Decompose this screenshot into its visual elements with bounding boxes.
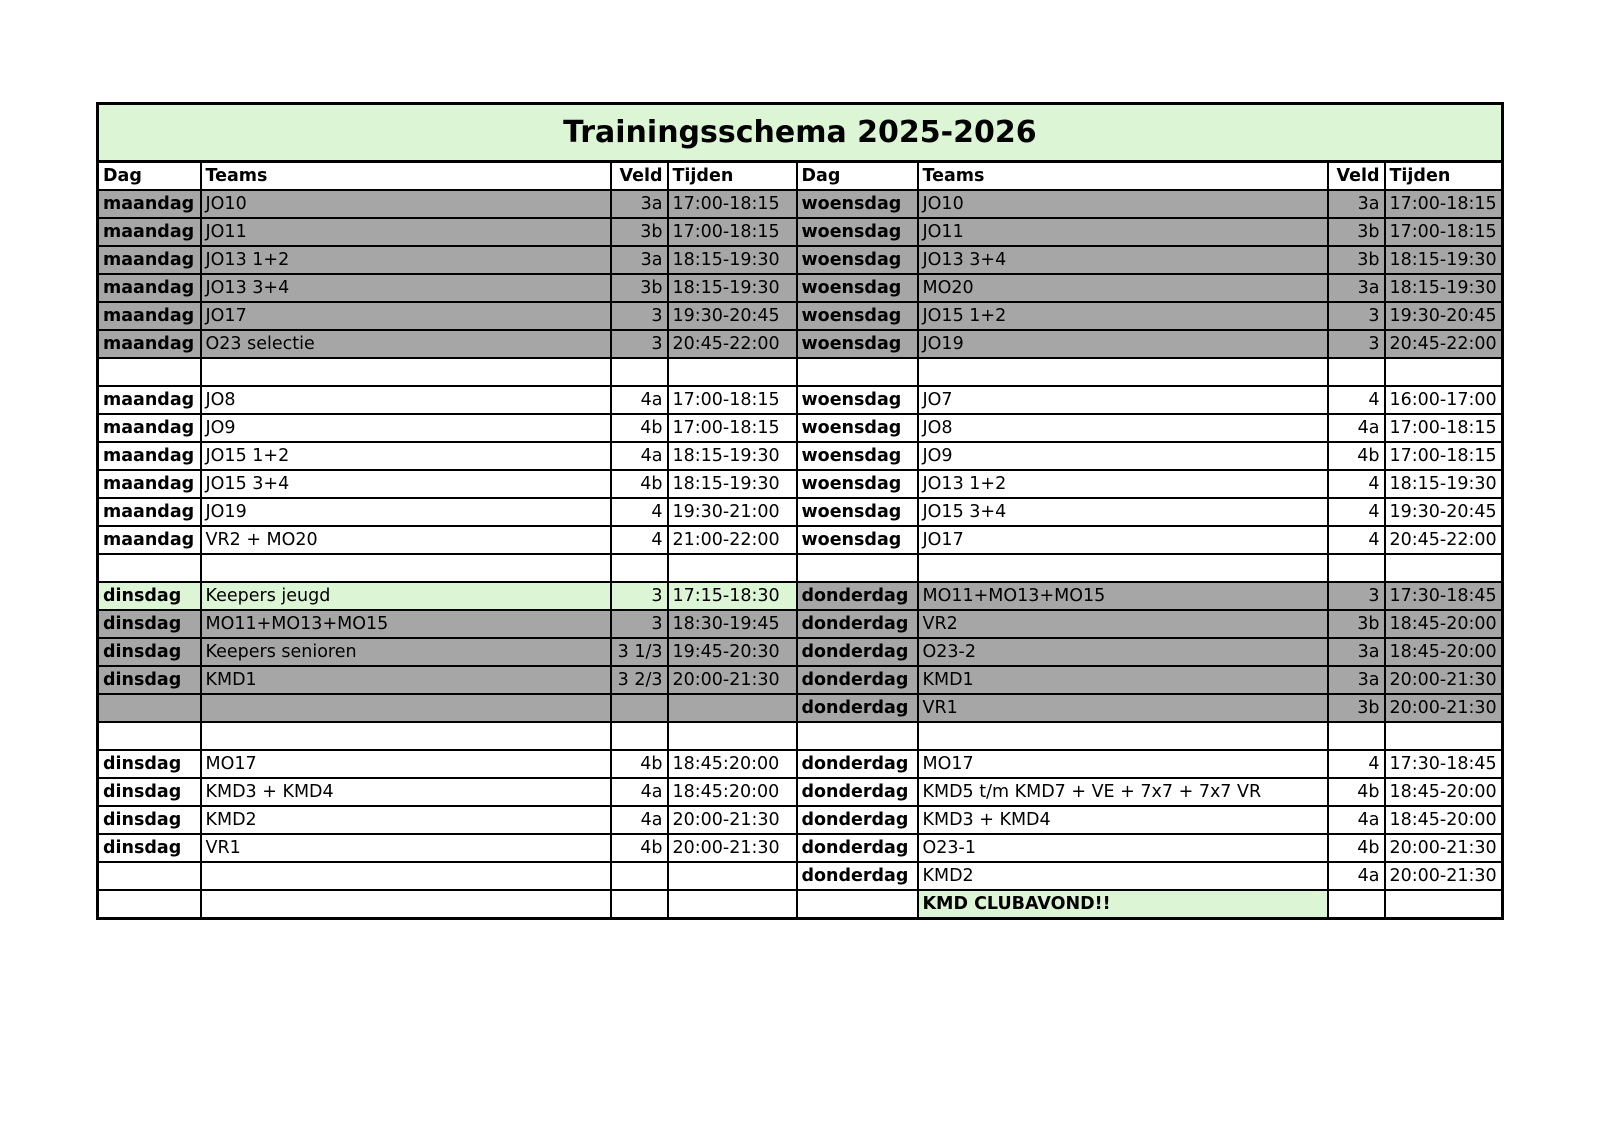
right-day-cell: woensdag	[797, 274, 918, 302]
right-time-cell: 18:45-20:00	[1385, 778, 1503, 806]
right-time-cell	[1385, 722, 1503, 750]
left-day-cell: dinsdag	[98, 582, 201, 610]
left-team-cell: JO17	[201, 302, 611, 330]
header-row	[98, 162, 1503, 191]
schedule-row	[98, 302, 1503, 330]
schedule-row	[98, 218, 1503, 246]
right-time-cell	[1385, 890, 1503, 919]
right-team-cell: JO13 3+4	[918, 246, 1328, 274]
left-field-cell	[611, 554, 668, 582]
left-time-cell: 19:45-20:30	[668, 638, 797, 666]
right-day-cell	[797, 722, 918, 750]
left-day-cell: maandag	[98, 498, 201, 526]
left-day-cell: maandag	[98, 190, 201, 218]
left-field-cell: 3 1/3	[611, 638, 668, 666]
right-day-cell: woensdag	[797, 386, 918, 414]
left-team-cell: JO13 1+2	[201, 246, 611, 274]
schedule-row	[98, 750, 1503, 778]
schedule-row	[98, 610, 1503, 638]
left-field-cell: 4a	[611, 778, 668, 806]
schedule-row	[98, 806, 1503, 834]
right-team-cell: JO8	[918, 414, 1328, 442]
schedule-row	[98, 274, 1503, 302]
left-team-cell: JO11	[201, 218, 611, 246]
left-team-cell: JO9	[201, 414, 611, 442]
left-time-cell: 17:00-18:15	[668, 218, 797, 246]
left-time-cell: 17:15-18:30	[668, 582, 797, 610]
left-team-cell: VR1	[201, 834, 611, 862]
left-day-cell: maandag	[98, 274, 201, 302]
left-team-cell: O23 selectie	[201, 330, 611, 358]
right-field-cell: 3a	[1328, 666, 1385, 694]
right-field-cell: 4b	[1328, 778, 1385, 806]
right-field-cell: 4a	[1328, 862, 1385, 890]
right-field-cell: 4	[1328, 498, 1385, 526]
right-field-cell	[1328, 358, 1385, 386]
right-day-cell	[797, 358, 918, 386]
right-team-cell: VR1	[918, 694, 1328, 722]
schedule-row	[98, 526, 1503, 554]
right-time-cell: 20:45-22:00	[1385, 526, 1503, 554]
left-day-cell: maandag	[98, 442, 201, 470]
left-field-cell: 3	[611, 330, 668, 358]
left-time-cell: 20:00-21:30	[668, 834, 797, 862]
right-time-cell: 18:45-20:00	[1385, 638, 1503, 666]
left-time-cell: 19:30-20:45	[668, 302, 797, 330]
left-field-cell: 3a	[611, 246, 668, 274]
right-field-cell: 3a	[1328, 190, 1385, 218]
right-time-cell: 18:15-19:30	[1385, 274, 1503, 302]
schedule-row	[98, 890, 1503, 919]
left-field-cell: 4b	[611, 834, 668, 862]
right-day-cell: woensdag	[797, 498, 918, 526]
left-time-cell: 20:00-21:30	[668, 806, 797, 834]
left-team-cell: Keepers jeugd	[201, 582, 611, 610]
right-time-cell: 18:15-19:30	[1385, 470, 1503, 498]
right-team-cell: JO11	[918, 218, 1328, 246]
right-field-cell: 3	[1328, 330, 1385, 358]
right-time-cell: 20:00-21:30	[1385, 834, 1503, 862]
right-time-cell: 17:00-18:15	[1385, 190, 1503, 218]
right-time-cell: 20:00-21:30	[1385, 862, 1503, 890]
left-field-cell: 3 2/3	[611, 666, 668, 694]
left-time-cell: 20:45-22:00	[668, 330, 797, 358]
right-team-cell: MO20	[918, 274, 1328, 302]
right-day-cell: donderdag	[797, 610, 918, 638]
schedule-row	[98, 862, 1503, 890]
right-field-cell: 4a	[1328, 806, 1385, 834]
right-field-cell: 3	[1328, 302, 1385, 330]
left-team-cell: MO11+MO13+MO15	[201, 610, 611, 638]
left-day-cell: dinsdag	[98, 834, 201, 862]
right-time-cell: 20:00-21:30	[1385, 694, 1503, 722]
right-time-cell: 20:00-21:30	[1385, 666, 1503, 694]
right-time-cell: 17:00-18:15	[1385, 218, 1503, 246]
schedule-row	[98, 666, 1503, 694]
right-team-cell: VR2	[918, 610, 1328, 638]
left-day-cell: dinsdag	[98, 638, 201, 666]
schedule-row	[98, 834, 1503, 862]
right-day-cell	[797, 890, 918, 919]
right-team-cell: O23-2	[918, 638, 1328, 666]
right-team-cell: JO19	[918, 330, 1328, 358]
page-title: Trainingsschema 2025-2026	[98, 104, 1503, 162]
schedule-row	[98, 498, 1503, 526]
left-day-cell: maandag	[98, 218, 201, 246]
left-time-cell	[668, 722, 797, 750]
right-field-cell: 3b	[1328, 218, 1385, 246]
left-team-cell: KMD3 + KMD4	[201, 778, 611, 806]
left-field-cell	[611, 890, 668, 919]
right-time-cell	[1385, 358, 1503, 386]
left-team-cell: Keepers senioren	[201, 638, 611, 666]
left-field-cell: 4b	[611, 414, 668, 442]
left-time-cell: 18:15-19:30	[668, 442, 797, 470]
left-team-cell: JO10	[201, 190, 611, 218]
right-field-cell: 4b	[1328, 834, 1385, 862]
right-team-cell: MO11+MO13+MO15	[918, 582, 1328, 610]
schedule-row	[98, 582, 1503, 610]
left-field-cell: 3b	[611, 218, 668, 246]
right-team-cell: KMD1	[918, 666, 1328, 694]
right-time-cell	[1385, 554, 1503, 582]
left-team-cell: JO8	[201, 386, 611, 414]
schedule-row	[98, 414, 1503, 442]
right-team-cell: O23-1	[918, 834, 1328, 862]
header-teams-right: Teams	[918, 162, 1328, 191]
schedule-row	[98, 330, 1503, 358]
left-field-cell: 3b	[611, 274, 668, 302]
schedule-row	[98, 246, 1503, 274]
schedule-row	[98, 722, 1503, 750]
right-time-cell: 17:00-18:15	[1385, 414, 1503, 442]
left-day-cell: maandag	[98, 330, 201, 358]
left-team-cell: JO15 3+4	[201, 470, 611, 498]
right-day-cell: donderdag	[797, 582, 918, 610]
left-field-cell: 3	[611, 610, 668, 638]
right-day-cell: woensdag	[797, 526, 918, 554]
left-time-cell	[668, 890, 797, 919]
left-time-cell	[668, 358, 797, 386]
left-day-cell: maandag	[98, 302, 201, 330]
left-day-cell: maandag	[98, 414, 201, 442]
left-time-cell: 18:45:20:00	[668, 750, 797, 778]
left-day-cell: dinsdag	[98, 666, 201, 694]
right-field-cell: 4	[1328, 386, 1385, 414]
right-field-cell: 3b	[1328, 610, 1385, 638]
left-day-cell: maandag	[98, 470, 201, 498]
left-team-cell	[201, 694, 611, 722]
left-time-cell: 18:45:20:00	[668, 778, 797, 806]
right-team-cell	[918, 722, 1328, 750]
right-field-cell: 3b	[1328, 694, 1385, 722]
left-team-cell	[201, 722, 611, 750]
left-team-cell: KMD2	[201, 806, 611, 834]
right-day-cell: donderdag	[797, 778, 918, 806]
right-team-cell: JO17	[918, 526, 1328, 554]
right-team-cell	[918, 358, 1328, 386]
left-field-cell: 3	[611, 582, 668, 610]
right-team-cell: JO10	[918, 190, 1328, 218]
left-day-cell	[98, 554, 201, 582]
right-time-cell: 19:30-20:45	[1385, 498, 1503, 526]
left-field-cell: 4b	[611, 470, 668, 498]
left-field-cell	[611, 694, 668, 722]
right-team-cell: KMD3 + KMD4	[918, 806, 1328, 834]
left-field-cell: 4a	[611, 442, 668, 470]
right-day-cell: donderdag	[797, 694, 918, 722]
right-team-cell: JO13 1+2	[918, 470, 1328, 498]
header-times-left: Tijden	[668, 162, 797, 191]
right-time-cell: 17:00-18:15	[1385, 442, 1503, 470]
schedule-row	[98, 778, 1503, 806]
left-team-cell	[201, 862, 611, 890]
right-day-cell: woensdag	[797, 218, 918, 246]
left-time-cell: 17:00-18:15	[668, 190, 797, 218]
left-day-cell	[98, 722, 201, 750]
left-team-cell	[201, 554, 611, 582]
right-team-cell: JO15 1+2	[918, 302, 1328, 330]
left-day-cell	[98, 358, 201, 386]
right-day-cell: donderdag	[797, 750, 918, 778]
left-time-cell: 21:00-22:00	[668, 526, 797, 554]
right-field-cell	[1328, 890, 1385, 919]
left-day-cell	[98, 890, 201, 919]
right-time-cell: 19:30-20:45	[1385, 302, 1503, 330]
left-field-cell: 4a	[611, 386, 668, 414]
left-field-cell	[611, 358, 668, 386]
left-team-cell: KMD1	[201, 666, 611, 694]
left-team-cell: JO19	[201, 498, 611, 526]
right-day-cell: donderdag	[797, 638, 918, 666]
left-day-cell: dinsdag	[98, 750, 201, 778]
schedule-row	[98, 694, 1503, 722]
left-time-cell	[668, 554, 797, 582]
right-field-cell: 4	[1328, 750, 1385, 778]
left-day-cell	[98, 694, 201, 722]
left-field-cell: 3a	[611, 190, 668, 218]
right-team-cell: JO9	[918, 442, 1328, 470]
right-day-cell: woensdag	[797, 302, 918, 330]
right-day-cell	[797, 554, 918, 582]
left-team-cell	[201, 358, 611, 386]
right-team-cell: KMD2	[918, 862, 1328, 890]
left-team-cell: MO17	[201, 750, 611, 778]
left-field-cell: 4	[611, 498, 668, 526]
right-day-cell: donderdag	[797, 834, 918, 862]
right-team-cell: KMD CLUBAVOND!!	[918, 890, 1328, 919]
left-time-cell	[668, 862, 797, 890]
left-field-cell	[611, 722, 668, 750]
left-field-cell: 4	[611, 526, 668, 554]
right-time-cell: 17:30-18:45	[1385, 582, 1503, 610]
right-team-cell: JO15 3+4	[918, 498, 1328, 526]
left-team-cell: JO15 1+2	[201, 442, 611, 470]
header-field-right: Veld	[1328, 162, 1385, 191]
left-time-cell: 17:00-18:15	[668, 386, 797, 414]
left-team-cell: JO13 3+4	[201, 274, 611, 302]
header-day-left: Dag	[98, 162, 201, 191]
left-day-cell: dinsdag	[98, 806, 201, 834]
left-time-cell: 20:00-21:30	[668, 666, 797, 694]
left-field-cell: 3	[611, 302, 668, 330]
right-time-cell: 16:00-17:00	[1385, 386, 1503, 414]
right-field-cell: 3	[1328, 582, 1385, 610]
left-field-cell	[611, 862, 668, 890]
right-field-cell: 4	[1328, 470, 1385, 498]
right-day-cell: donderdag	[797, 862, 918, 890]
left-team-cell	[201, 890, 611, 919]
left-field-cell: 4a	[611, 806, 668, 834]
right-team-cell: MO17	[918, 750, 1328, 778]
left-time-cell: 18:15-19:30	[668, 246, 797, 274]
right-field-cell: 4a	[1328, 414, 1385, 442]
right-field-cell: 4	[1328, 526, 1385, 554]
right-field-cell	[1328, 554, 1385, 582]
right-field-cell: 3a	[1328, 638, 1385, 666]
right-field-cell	[1328, 722, 1385, 750]
header-day-right: Dag	[797, 162, 918, 191]
schedule-row	[98, 442, 1503, 470]
right-field-cell: 4b	[1328, 442, 1385, 470]
left-time-cell: 18:30-19:45	[668, 610, 797, 638]
left-time-cell: 17:00-18:15	[668, 414, 797, 442]
right-day-cell: donderdag	[797, 666, 918, 694]
right-time-cell: 18:45-20:00	[1385, 610, 1503, 638]
right-field-cell: 3a	[1328, 274, 1385, 302]
right-team-cell: KMD5 t/m KMD7 + VE + 7x7 + 7x7 VR	[918, 778, 1328, 806]
right-day-cell: woensdag	[797, 470, 918, 498]
right-team-cell: JO7	[918, 386, 1328, 414]
right-field-cell: 3b	[1328, 246, 1385, 274]
left-day-cell: maandag	[98, 526, 201, 554]
header-times-right: Tijden	[1385, 162, 1503, 191]
left-time-cell: 18:15-19:30	[668, 470, 797, 498]
schedule-row	[98, 190, 1503, 218]
schedule-row	[98, 638, 1503, 666]
right-day-cell: woensdag	[797, 190, 918, 218]
training-schedule-table	[96, 102, 1504, 920]
right-time-cell: 18:45-20:00	[1385, 806, 1503, 834]
right-time-cell: 20:45-22:00	[1385, 330, 1503, 358]
header-field-left: Veld	[611, 162, 668, 191]
right-time-cell: 18:15-19:30	[1385, 246, 1503, 274]
left-time-cell: 19:30-21:00	[668, 498, 797, 526]
right-day-cell: woensdag	[797, 246, 918, 274]
right-day-cell: donderdag	[797, 806, 918, 834]
schedule-row	[98, 470, 1503, 498]
left-day-cell	[98, 862, 201, 890]
schedule-row	[98, 358, 1503, 386]
left-team-cell: VR2 + MO20	[201, 526, 611, 554]
left-day-cell: dinsdag	[98, 778, 201, 806]
right-team-cell	[918, 554, 1328, 582]
left-time-cell: 18:15-19:30	[668, 274, 797, 302]
right-day-cell: woensdag	[797, 442, 918, 470]
right-day-cell: woensdag	[797, 330, 918, 358]
left-field-cell: 4b	[611, 750, 668, 778]
right-time-cell: 17:30-18:45	[1385, 750, 1503, 778]
schedule-row	[98, 386, 1503, 414]
left-day-cell: dinsdag	[98, 610, 201, 638]
left-time-cell	[668, 694, 797, 722]
schedule-row	[98, 554, 1503, 582]
left-day-cell: maandag	[98, 386, 201, 414]
header-teams-left: Teams	[201, 162, 611, 191]
right-day-cell: woensdag	[797, 414, 918, 442]
left-day-cell: maandag	[98, 246, 201, 274]
